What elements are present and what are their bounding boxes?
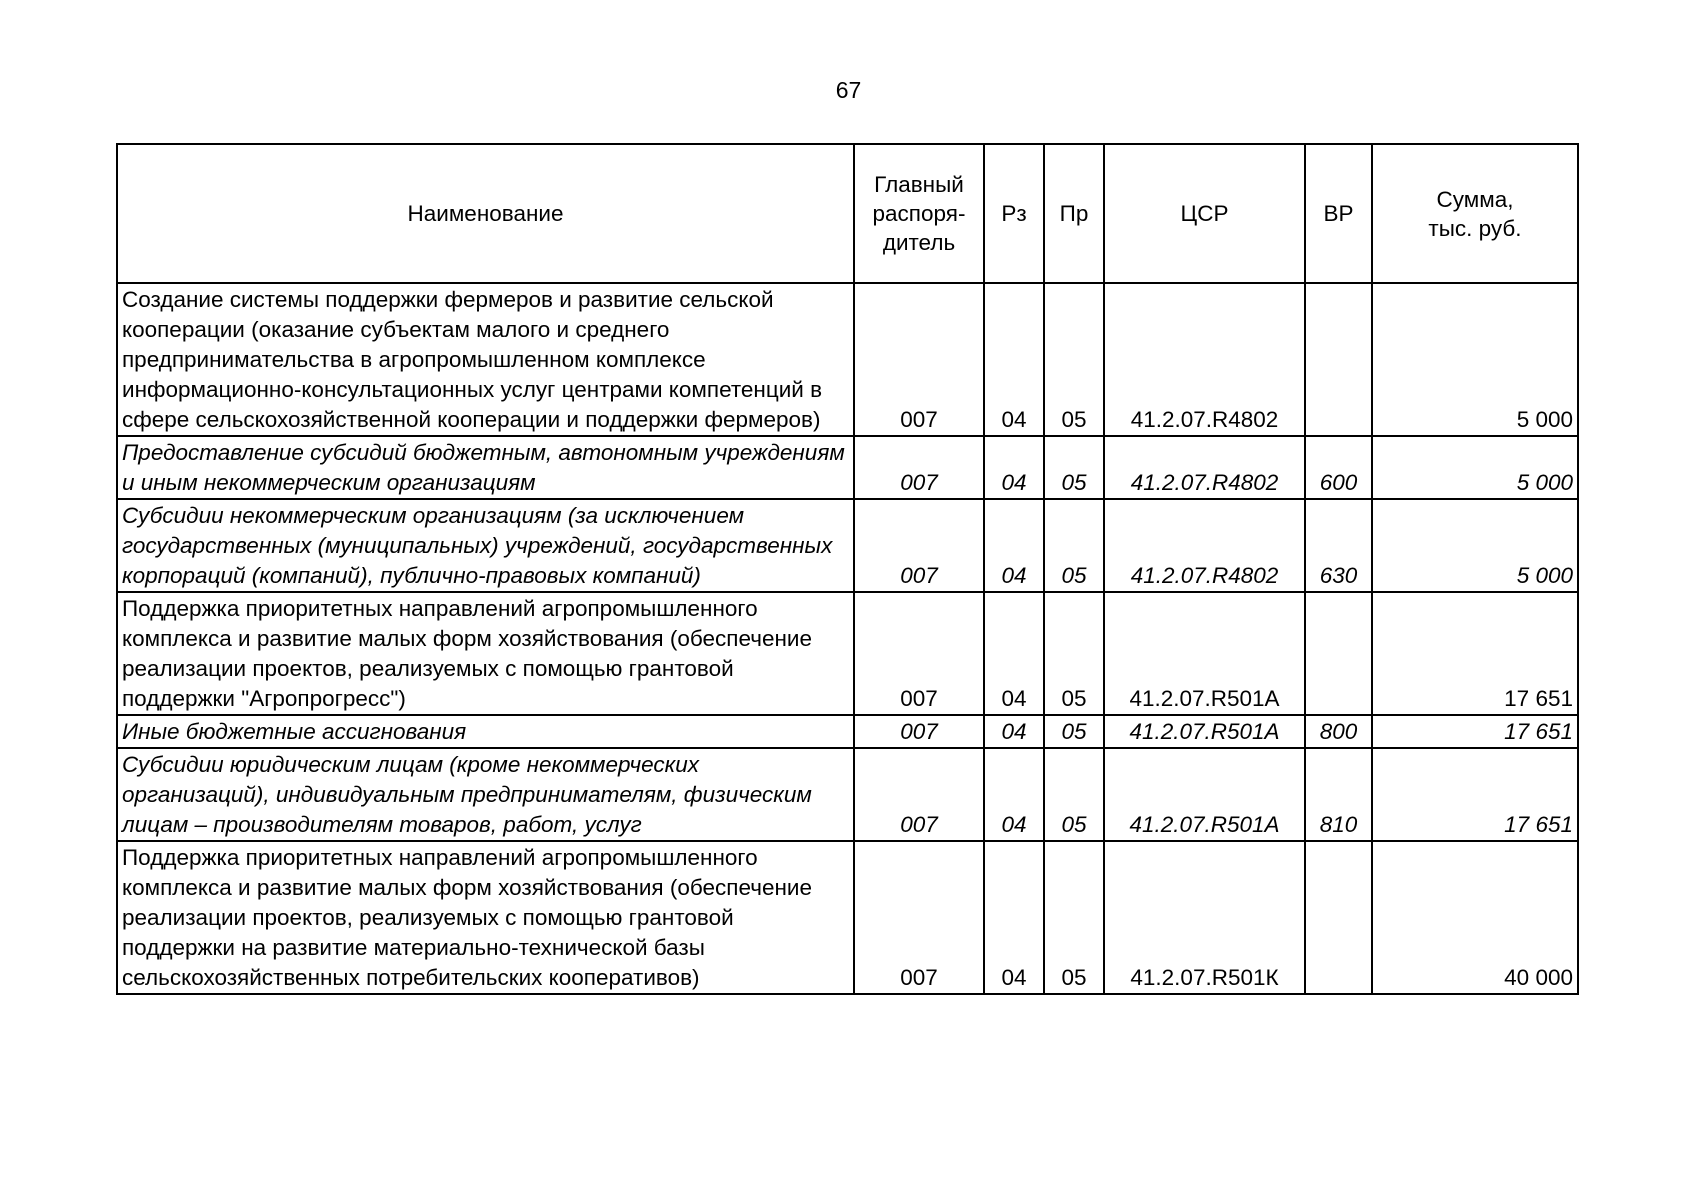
cell-name: Субсидии юридическим лицам (кроме некоммерческих организаций), индивидуальным предпринимателям, физическим лицам – производителям товаров, работ, услуг: [117, 748, 854, 841]
cell-pr: 05: [1044, 748, 1104, 841]
cell-amount: 5 000: [1372, 436, 1578, 499]
header-manager-text: Главный распоря-дитель: [872, 172, 966, 255]
cell-name: Иные бюджетные ассигнования: [117, 715, 854, 748]
cell-name: Поддержка приоритетных направлений агропромышленного комплекса и развитие малых форм хозяйствования (обеспечение реализации проектов, реализуемых с помощью грантовой поддержки "Агропрогресс"): [117, 592, 854, 715]
cell-csr: 41.2.07.R501A: [1104, 748, 1305, 841]
cell-manager: 007: [854, 499, 984, 592]
cell-csr: 41.2.07.R501A: [1104, 592, 1305, 715]
table-body: [117, 283, 1578, 994]
cell-name: Субсидии некоммерческим организациям (за исключением государственных (муниципальных) учреждений, государственных корпораций (компаний), публично-правовых компаний): [117, 499, 854, 592]
cell-vr: 810: [1305, 748, 1372, 841]
table-row: [117, 841, 1578, 994]
header-csr: ЦСР: [1104, 144, 1305, 283]
cell-amount: 40 000: [1372, 841, 1578, 994]
cell-csr: 41.2.07.R501К: [1104, 841, 1305, 994]
header-manager: [854, 144, 984, 283]
cell-name: Поддержка приоритетных направлений агропромышленного комплекса и развитие малых форм хозяйствования (обеспечение реализации проектов, реализуемых с помощью грантовой поддержки на развитие материально-технической базы сельскохозяйственных потребительских кооперативов): [117, 841, 854, 994]
cell-pr: 05: [1044, 592, 1104, 715]
cell-rz: 04: [984, 592, 1044, 715]
cell-pr: 05: [1044, 283, 1104, 436]
header-name: Наименование: [117, 144, 854, 283]
cell-vr: 600: [1305, 436, 1372, 499]
cell-pr: 05: [1044, 715, 1104, 748]
cell-rz: 04: [984, 436, 1044, 499]
budget-table: [116, 143, 1579, 995]
cell-amount: 17 651: [1372, 592, 1578, 715]
header-vr: ВР: [1305, 144, 1372, 283]
cell-rz: 04: [984, 283, 1044, 436]
page-number: 67: [835, 77, 862, 103]
cell-manager: 007: [854, 283, 984, 436]
cell-rz: 04: [984, 841, 1044, 994]
cell-manager: 007: [854, 592, 984, 715]
header-amount: [1372, 144, 1578, 283]
header-row: [117, 144, 1578, 283]
header-pr: Пр: [1044, 144, 1104, 283]
cell-amount: 17 651: [1372, 715, 1578, 748]
cell-vr: [1305, 592, 1372, 715]
cell-csr: 41.2.07.R4802: [1104, 436, 1305, 499]
cell-vr: 630: [1305, 499, 1372, 592]
cell-vr: [1305, 841, 1372, 994]
table-row: [117, 592, 1578, 715]
cell-pr: 05: [1044, 436, 1104, 499]
cell-pr: 05: [1044, 841, 1104, 994]
cell-rz: 04: [984, 499, 1044, 592]
cell-csr: 41.2.07.R501A: [1104, 715, 1305, 748]
table-header: [117, 144, 1578, 283]
header-amount-text: Сумма, тыс. руб.: [1428, 186, 1522, 241]
table-row: [117, 715, 1578, 748]
cell-manager: 007: [854, 715, 984, 748]
cell-vr: [1305, 283, 1372, 436]
table-row: [117, 499, 1578, 592]
cell-csr: 41.2.07.R4802: [1104, 283, 1305, 436]
cell-name: Предоставление субсидий бюджетным, автономным учреждениям и иным некоммерческим организациям: [117, 436, 854, 499]
cell-name: Создание системы поддержки фермеров и развитие сельской кооперации (оказание субъектам малого и среднего предпринимательства в агропромышленном комплексе информационно-консультационных услуг центрами компетенций в сфере сельскохозяйственной кооперации и поддержки фермеров): [117, 283, 854, 436]
cell-manager: 007: [854, 841, 984, 994]
cell-manager: 007: [854, 748, 984, 841]
cell-amount: 17 651: [1372, 748, 1578, 841]
header-rz: Рз: [984, 144, 1044, 283]
cell-rz: 04: [984, 715, 1044, 748]
cell-rz: 04: [984, 748, 1044, 841]
cell-amount: 5 000: [1372, 283, 1578, 436]
table-row: [117, 748, 1578, 841]
table-row: [117, 436, 1578, 499]
cell-manager: 007: [854, 436, 984, 499]
cell-amount: 5 000: [1372, 499, 1578, 592]
cell-csr: 41.2.07.R4802: [1104, 499, 1305, 592]
cell-pr: 05: [1044, 499, 1104, 592]
table-row: [117, 283, 1578, 436]
cell-vr: 800: [1305, 715, 1372, 748]
